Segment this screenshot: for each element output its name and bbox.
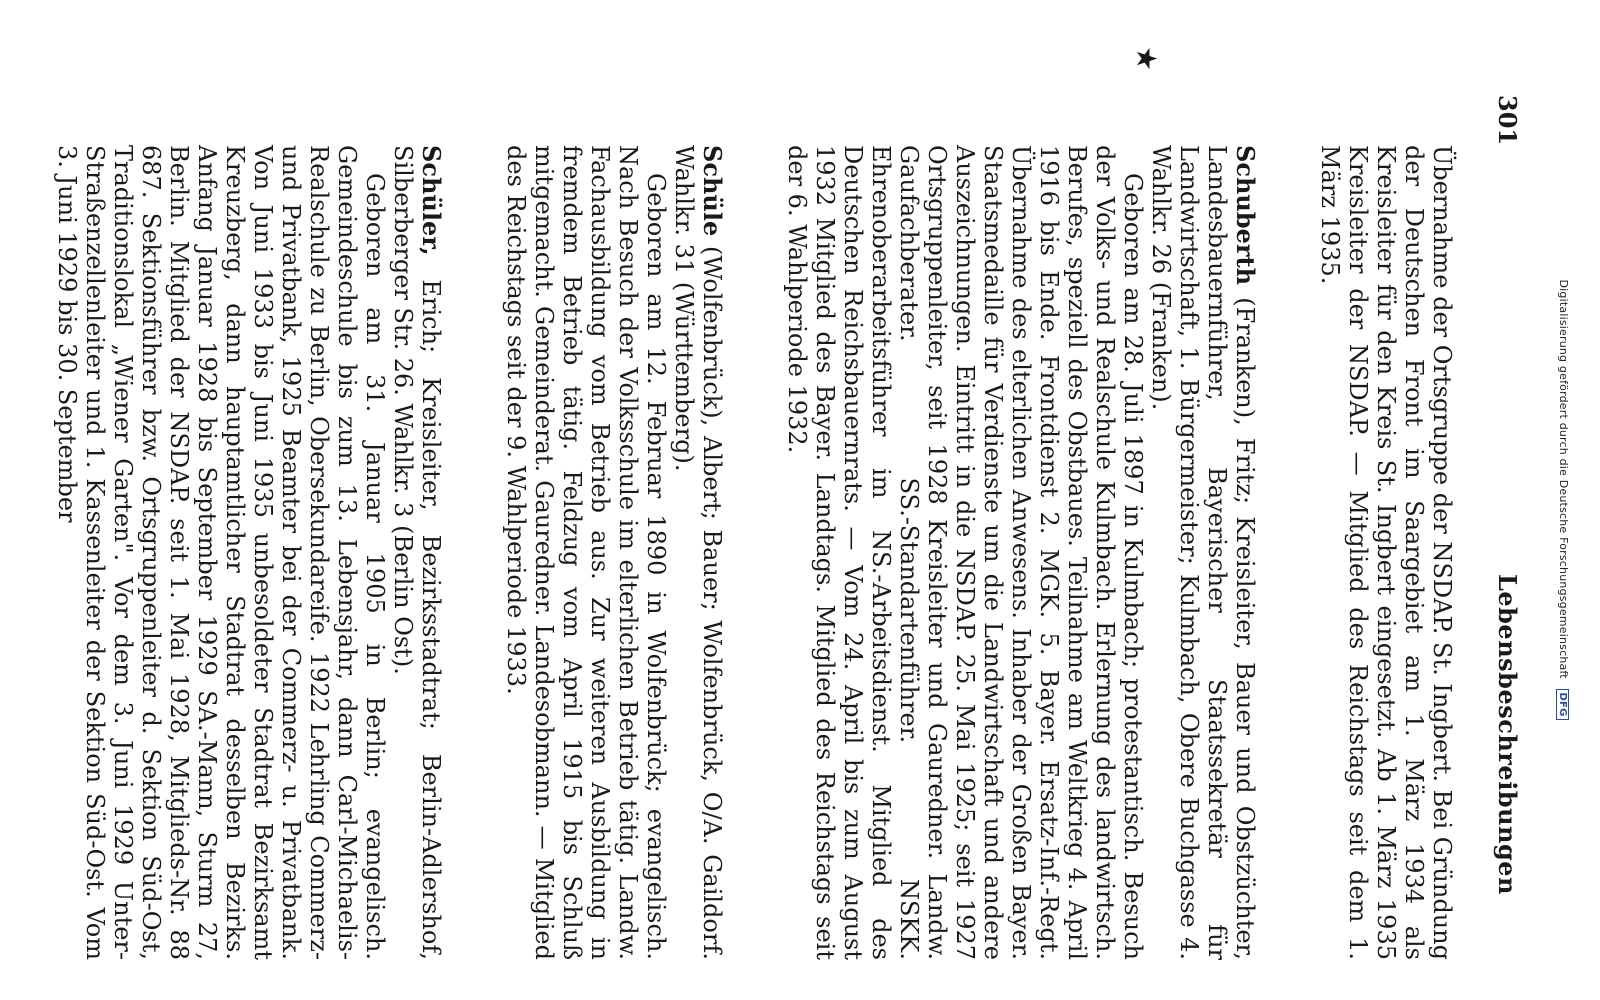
page-number: 301 xyxy=(1493,95,1522,146)
biography-entry-schueler xyxy=(53,145,445,960)
biography-entry-schuberth xyxy=(783,145,1259,960)
entry-paragraph: Geboren am 28. Juli 1897 in Kulmbach; protestantisch. Besuch der Volks- und Realschule Kulmbach. Erlernung des landwirtsch. Berufes, speziell des Obstbaues. Teilnahme am Weltkrieg 4. April 1916 bis Ende. Frontdienst 2. MGK. 5. Bayer. Ersatz-Inf.-Regt. Übernahme des elterlichen Anwesens. Inhaber der Großen Bayer. Staatsmedaille für Verdienste um die Landwirtschaft und andere Auszeichnungen. Eintritt in die NSDAP. 25. Mai 1925; seit 1927 Ortsgruppenleiter, seit 1928 Kreisleiter und Gauredner. Landw. Gaufachberater. SS.-Standartenführer. NSKK. Ehrenoberarbeitsführer im NS.-Arbeitsdienst. Mitglied des Deutschen Reichsbauernrats. — Vom 24. April bis zum August 1932 Mitglied des Bayer. Landtags. Mitglied des Reichstags seit der 6. Wahlperiode 1932. xyxy=(783,145,1147,960)
digitization-text: Digitalisierung gefördert durch die Deutsche Forschungsgemeinschaft xyxy=(1557,279,1570,679)
star-icon: ★ xyxy=(1130,46,1163,72)
entry-paragraph: Geboren am 31. Januar 1905 in Berlin; evangelisch. Gemeindeschule bis zum 13. Lebensjahr, dann Carl-Michaelis-Realschule zu Berlin, Obersekundareife. 1922 Lehrling Commerz- und Privatbank, 1925 Beamter bei der Commerz- u. Privatbank. Von Juni 1933 bis Juni 1935 unbesoldeter Stadtrat Bezirksamt Kreuzberg, dann hauptamtlicher Stadtrat desselben Bezirks. Anfang Januar 1928 bis September 1929 SA.-Mann, Sturm 27, Berlin. Mitglied der NSDAP. seit 1. Mai 1928, Mitglieds-Nr. 88 687. Sektionsführer bzw. Ortsgruppenleiter d. Sektion Süd-Ost, Traditionslokal „Wiener Garten". Vor dem 3. Juni 1929 Unter-Straßenzellenleiter und 1. Kassenleiter der Sektion Süd-Ost. Vom 3. Juni 1929 bis 30. September xyxy=(53,145,389,960)
running-title: Lebensbeschreibungen xyxy=(1493,574,1522,895)
entry-header xyxy=(389,145,445,960)
entry-name: Schüle xyxy=(698,145,727,237)
entry-name: Schuberth xyxy=(1231,145,1260,286)
entry-header-text: Erich; Kreisleiter, Bezirksstadtrat; Berlin-Adlershof, Silberberger Str. 26. Wahlkr. 3 (Berlin Ost). xyxy=(389,145,445,960)
entry-header xyxy=(670,145,726,960)
entry-name: Schüler, xyxy=(417,145,446,256)
entry-header-text: (Wolfenbrück), Albert; Bauer; Wolfenbrück, O/A. Gaildorf. Wahlkr. 31 (Württemberg). xyxy=(670,145,726,960)
dfg-logo: DFG xyxy=(1556,689,1569,721)
entry-header xyxy=(1147,145,1259,960)
biography-entry-continued xyxy=(1316,145,1456,960)
digitization-note xyxy=(1556,0,1570,1000)
entry-paragraph: Übernahme der Ortsgruppe der NSDAP. St. Ingbert. Bei Gründung der Deutschen Front im Saargebiet am 1. März 1934 als Kreisleiter für den Kreis St. Ingbert eingesetzt. Ab 1. März 1935 Kreisleiter der NSDAP. — Mitglied des Reichstags seit dem 1. März 1935. xyxy=(1316,145,1456,960)
biography-entry-schuele xyxy=(502,145,726,960)
entry-paragraph: Geboren am 12. Februar 1890 in Wolfenbrück; evangelisch. Nach Besuch der Volksschule im elterlichen Betrieb tätig. Landw. Fachausbildung vom Betrieb aus. Zur weiteren Ausbildung in fremdem Betrieb tätig. Feldzug vom April 1915 bis Schluß mitgemacht. Gemeinderat. Gauredner. Landesobmann. — Mitglied des Reichstags seit der 9. Wahlperiode 1933. xyxy=(502,145,670,960)
entry-header-text: (Franken), Fritz; Kreisleiter, Bauer und Obstzüchter, Landesbauernführer, Bayerischer Staatssekretär für Landwirtschaft, 1. Bürgermeister; Kulmbach, Obere Buchgasse 4. Wahlkr. 26 (Franken). xyxy=(1147,145,1259,960)
biography-list xyxy=(53,145,1456,960)
